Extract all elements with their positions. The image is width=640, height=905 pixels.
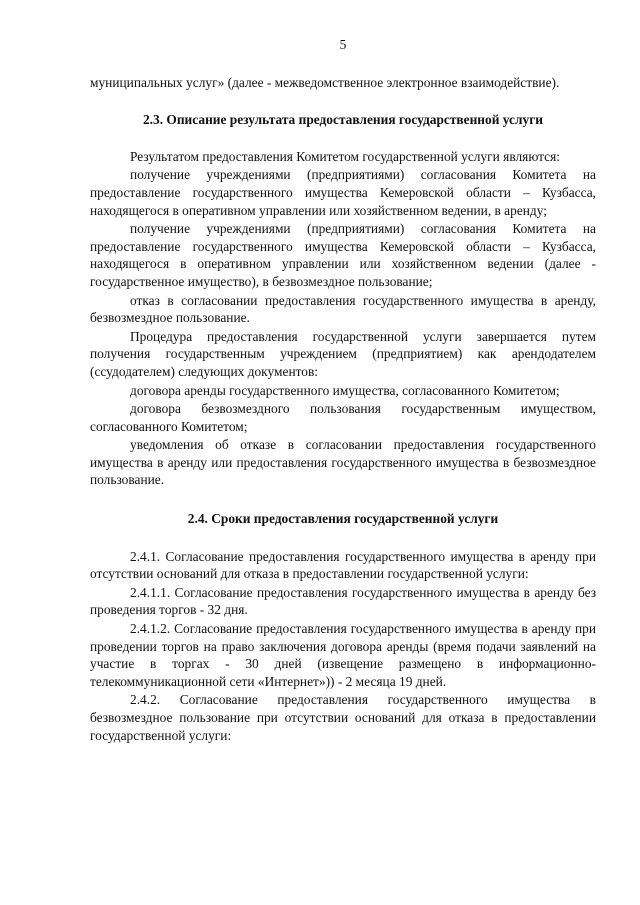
paragraph: Процедура предоставления государственной услуги завершается путем получения государственным учреждением (предприятием) как арендодателем (ссудодателем) следующих документов:: [90, 328, 596, 379]
section-2-3-title: 2.3. Описание результата предоставления государственной услуги: [142, 112, 544, 128]
section-2-3-body: [90, 148, 596, 489]
paragraph: договора аренды государственного имущества, согласованного Комитетом;: [130, 382, 560, 398]
paragraph: 2.4.1.1. Согласование предоставления государственного имущества в аренду без проведения торгов - 32 дня.: [90, 584, 596, 618]
paragraph: Результатом предоставления Комитетом государственной услуги являются:: [130, 148, 560, 164]
paragraph: получение учреждениями (предприятиями) согласования Комитета на предоставление государственного имущества Кемеровской области – Кузбасса, находящегося в оперативном управлении или хозяйственном ведении (далее - государственное имущество), в безвозмездное пользование;: [90, 221, 596, 289]
section-2-4-title: 2.4. Сроки предоставления государственной услуги: [187, 511, 499, 527]
paragraph: уведомления об отказе в согласовании предоставления государственного имущества в аренду или предоставления государственного имущества в безвозмездное пользование.: [90, 437, 596, 488]
intro-paragraph: муниципальных услуг» (далее - межведомственное электронное взаимодействие).: [90, 74, 560, 90]
section-2-4-body: [90, 548, 596, 745]
paragraph: получение учреждениями (предприятиями) согласования Комитета на предоставление государственного имущества Кемеровской области – Кузбасса, находящегося в оперативном управлении или хозяйственном ведении, в аренду;: [90, 167, 596, 218]
paragraph: 2.4.2. Согласование предоставления государственного имущества в безвозмездное пользование при отсутствии оснований для отказа в предоставлении государственной услуги:: [90, 692, 596, 743]
paragraph: 2.4.1. Согласование предоставления государственного имущества в аренду при отсутствии оснований для отказа в предоставлении государственной услуги:: [90, 548, 596, 582]
paragraph: договора безвозмездного пользования государственным имуществом, согласованного Комитетом;: [90, 401, 596, 434]
paragraph: отказ в согласовании предоставления государственного имущества в аренду, безвозмездное пользование.: [90, 292, 596, 326]
page-number: 5: [339, 37, 347, 52]
paragraph: 2.4.1.2. Согласование предоставления государственного имущества в аренду при проведении торгов на право заключения договора аренды (время подачи заявлений на участие в торгах - 30 дней (извещение размещено в информационно-телекоммуникационной сети «Интернет»)) - 2 месяца 19 дней.: [90, 621, 596, 689]
